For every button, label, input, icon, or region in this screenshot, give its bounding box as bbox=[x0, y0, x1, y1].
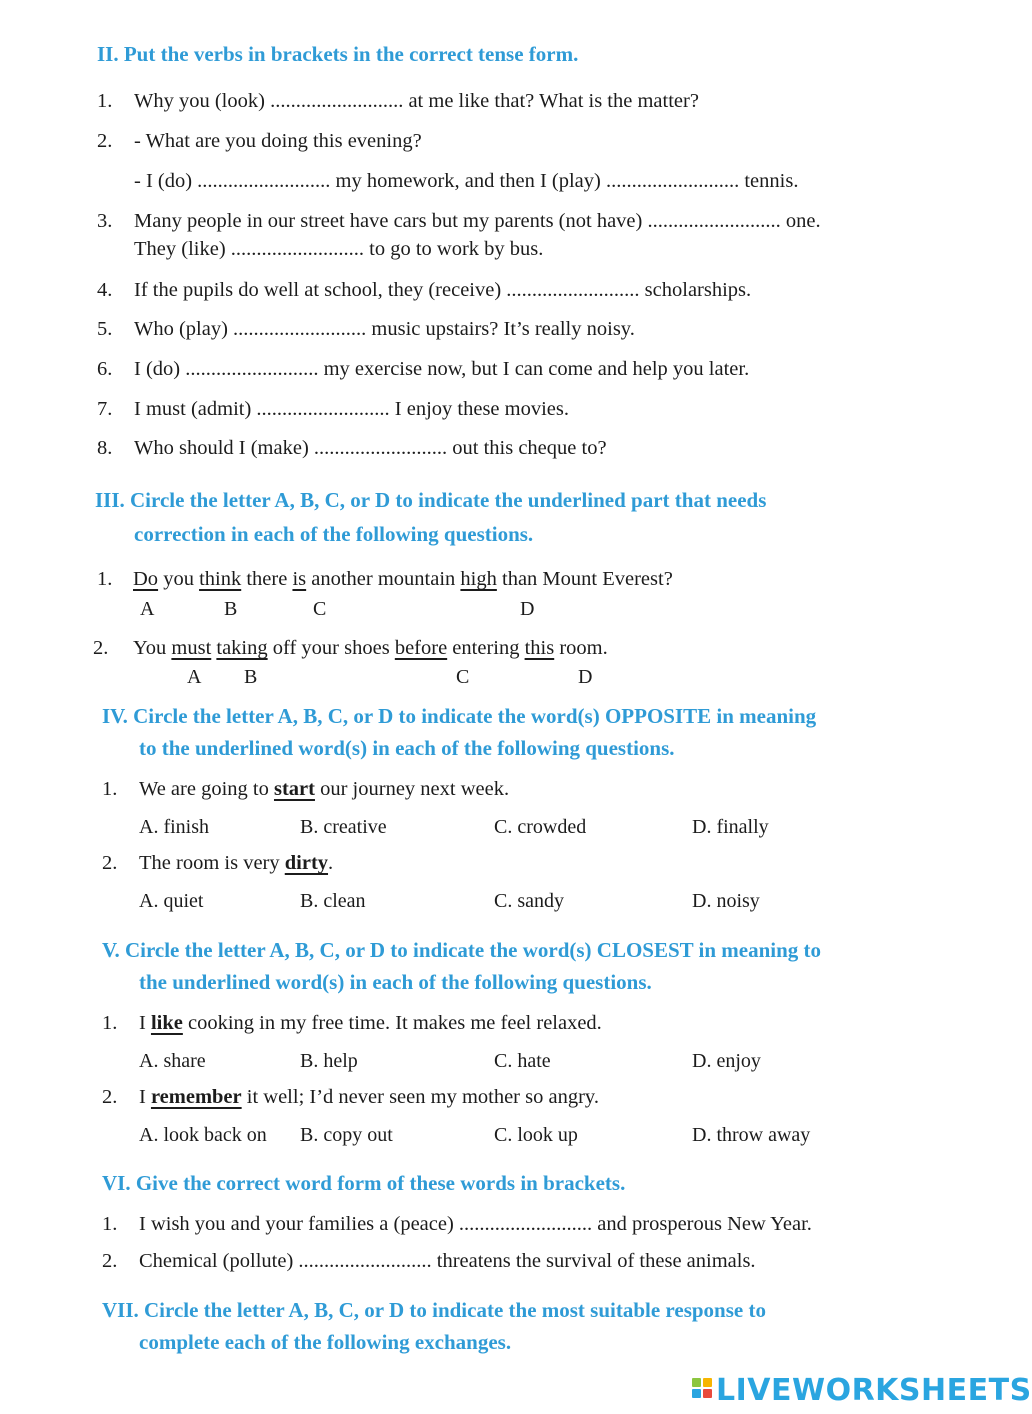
section-4-heading-line2: to the underlined word(s) in each of the following questions. bbox=[139, 736, 675, 760]
s5-q2-option-a[interactable]: A. look back on bbox=[139, 1124, 267, 1146]
s5-q1: 1. I like cooking in my free time. It makes me feel relaxed. bbox=[102, 1012, 602, 1034]
s3-q2-letter-d[interactable]: D bbox=[578, 666, 593, 688]
s2-q3: 3. Many people in our street have cars but my parents (not have) .......................... one. bbox=[97, 210, 821, 232]
s3-q2-part-a: must bbox=[171, 637, 212, 659]
s5-q1-option-a[interactable]: A. share bbox=[139, 1050, 206, 1072]
s3-q1-part-d: high bbox=[460, 568, 497, 590]
s4-q1-option-b[interactable]: B. creative bbox=[300, 816, 387, 838]
s2-q4: 4. If the pupils do well at school, they (receive) .......................... scholarships. bbox=[97, 279, 752, 301]
s4-q1-option-c[interactable]: C. crowded bbox=[494, 816, 587, 838]
s5-q2: 2. I remember it well; I’d never seen my mother so angry. bbox=[102, 1086, 599, 1108]
section-5-heading: V. Circle the letter A, B, C, or D to indicate the word(s) CLOSEST in meaning to bbox=[102, 938, 822, 962]
section-6-heading: VI. Give the correct word form of these words in brackets. bbox=[102, 1171, 626, 1195]
s3-q2: 2. You must taking off your shoes before entering this room. bbox=[93, 637, 608, 659]
s3-q1-letter-d[interactable]: D bbox=[520, 598, 535, 620]
s3-q1-letter-b[interactable]: B bbox=[224, 598, 238, 620]
section-7-heading-line2: complete each of the following exchanges. bbox=[139, 1330, 512, 1354]
section-2-heading: II. Put the verbs in brackets in the correct tense form. bbox=[97, 42, 579, 66]
s3-q1-letter-a[interactable]: A bbox=[140, 598, 155, 620]
s5-q1-option-b[interactable]: B. help bbox=[300, 1050, 358, 1072]
s2-q5: 5. Who (play) .......................... music upstairs? It’s really noisy. bbox=[97, 318, 635, 340]
liveworksheets-logo-icon bbox=[692, 1378, 712, 1400]
section-3-heading: III. Circle the letter A, B, C, or D to indicate the underlined part that needs bbox=[95, 488, 767, 512]
s3-q2-letter-b[interactable]: B bbox=[244, 666, 258, 688]
s3-q1-letter-c[interactable]: C bbox=[313, 598, 327, 620]
s2-q6: 6. I (do) .......................... my exercise now, but I can come and help you later. bbox=[97, 358, 750, 380]
s5-q1-option-c[interactable]: C. hate bbox=[494, 1050, 551, 1072]
s3-q2-part-c: before bbox=[394, 637, 448, 659]
s3-q1-part-a: Do bbox=[133, 568, 159, 590]
s4-q2: 2. The room is very dirty. bbox=[102, 852, 334, 874]
s3-q2-part-d: this bbox=[524, 637, 555, 659]
s2-q8: 8. Who should I (make) .......................... out this cheque to? bbox=[97, 437, 607, 459]
s5-q1-key-word: like bbox=[150, 1012, 183, 1034]
s3-q1-part-b: think bbox=[199, 568, 242, 590]
s4-q1-option-a[interactable]: A. finish bbox=[139, 816, 209, 838]
s4-q2-option-d[interactable]: D. noisy bbox=[692, 890, 760, 912]
s6-q2: 2. Chemical (pollute) .......................... threatens the survival of these animals. bbox=[102, 1250, 756, 1272]
s3-q2-letter-a[interactable]: A bbox=[187, 666, 202, 688]
section-4-heading: IV. Circle the letter A, B, C, or D to indicate the word(s) OPPOSITE in meaning bbox=[102, 704, 817, 728]
s4-q2-option-a[interactable]: A. quiet bbox=[139, 890, 204, 912]
s4-q1-key-word: start bbox=[273, 778, 315, 800]
s2-q1: 1. Why you (look) .......................... at me like that? What is the matter? bbox=[97, 90, 699, 112]
s6-q1: 1. I wish you and your families a (peace) .......................... and prosperous New Year. bbox=[102, 1213, 812, 1235]
section-3-heading-line2: correction in each of the following questions. bbox=[134, 522, 534, 546]
section-5-heading-line2: the underlined word(s) in each of the following questions. bbox=[139, 970, 652, 994]
s4-q2-key-word: dirty bbox=[284, 852, 329, 874]
s2-q2: 2. - What are you doing this evening? bbox=[97, 130, 422, 152]
s4-q2-option-b[interactable]: B. clean bbox=[300, 890, 366, 912]
s2-q2-answer: - I (do) .......................... my homework, and then I (play) .......................... tennis. bbox=[134, 170, 799, 192]
s2-q7: 7. I must (admit) .......................... I enjoy these movies. bbox=[97, 398, 569, 420]
s5-q2-option-c[interactable]: C. look up bbox=[494, 1124, 578, 1146]
s5-q1-option-d[interactable]: D. enjoy bbox=[692, 1050, 761, 1072]
s2-q3-line2: They (like) .......................... to go to work by bus. bbox=[134, 238, 544, 260]
s4-q2-option-c[interactable]: C. sandy bbox=[494, 890, 564, 912]
s4-q1-option-d[interactable]: D. finally bbox=[692, 816, 769, 838]
s3-q2-part-b: taking bbox=[216, 637, 268, 659]
s5-q2-option-b[interactable]: B. copy out bbox=[300, 1124, 393, 1146]
section-7-heading: VII. Circle the letter A, B, C, or D to indicate the most suitable response to bbox=[102, 1298, 766, 1322]
s3-q2-letter-c[interactable]: C bbox=[456, 666, 470, 688]
s5-q2-key-word: remember bbox=[150, 1086, 242, 1108]
s5-q2-option-d[interactable]: D. throw away bbox=[692, 1124, 811, 1146]
liveworksheets-logo[interactable]: LIVEWORKSHEETS bbox=[716, 1373, 1032, 1408]
s3-q1: 1. Do you think there is another mountain high than Mount Everest? bbox=[97, 568, 673, 590]
s3-q1-part-c: is bbox=[292, 568, 307, 590]
s4-q1: 1. We are going to start our journey next week. bbox=[102, 778, 510, 800]
